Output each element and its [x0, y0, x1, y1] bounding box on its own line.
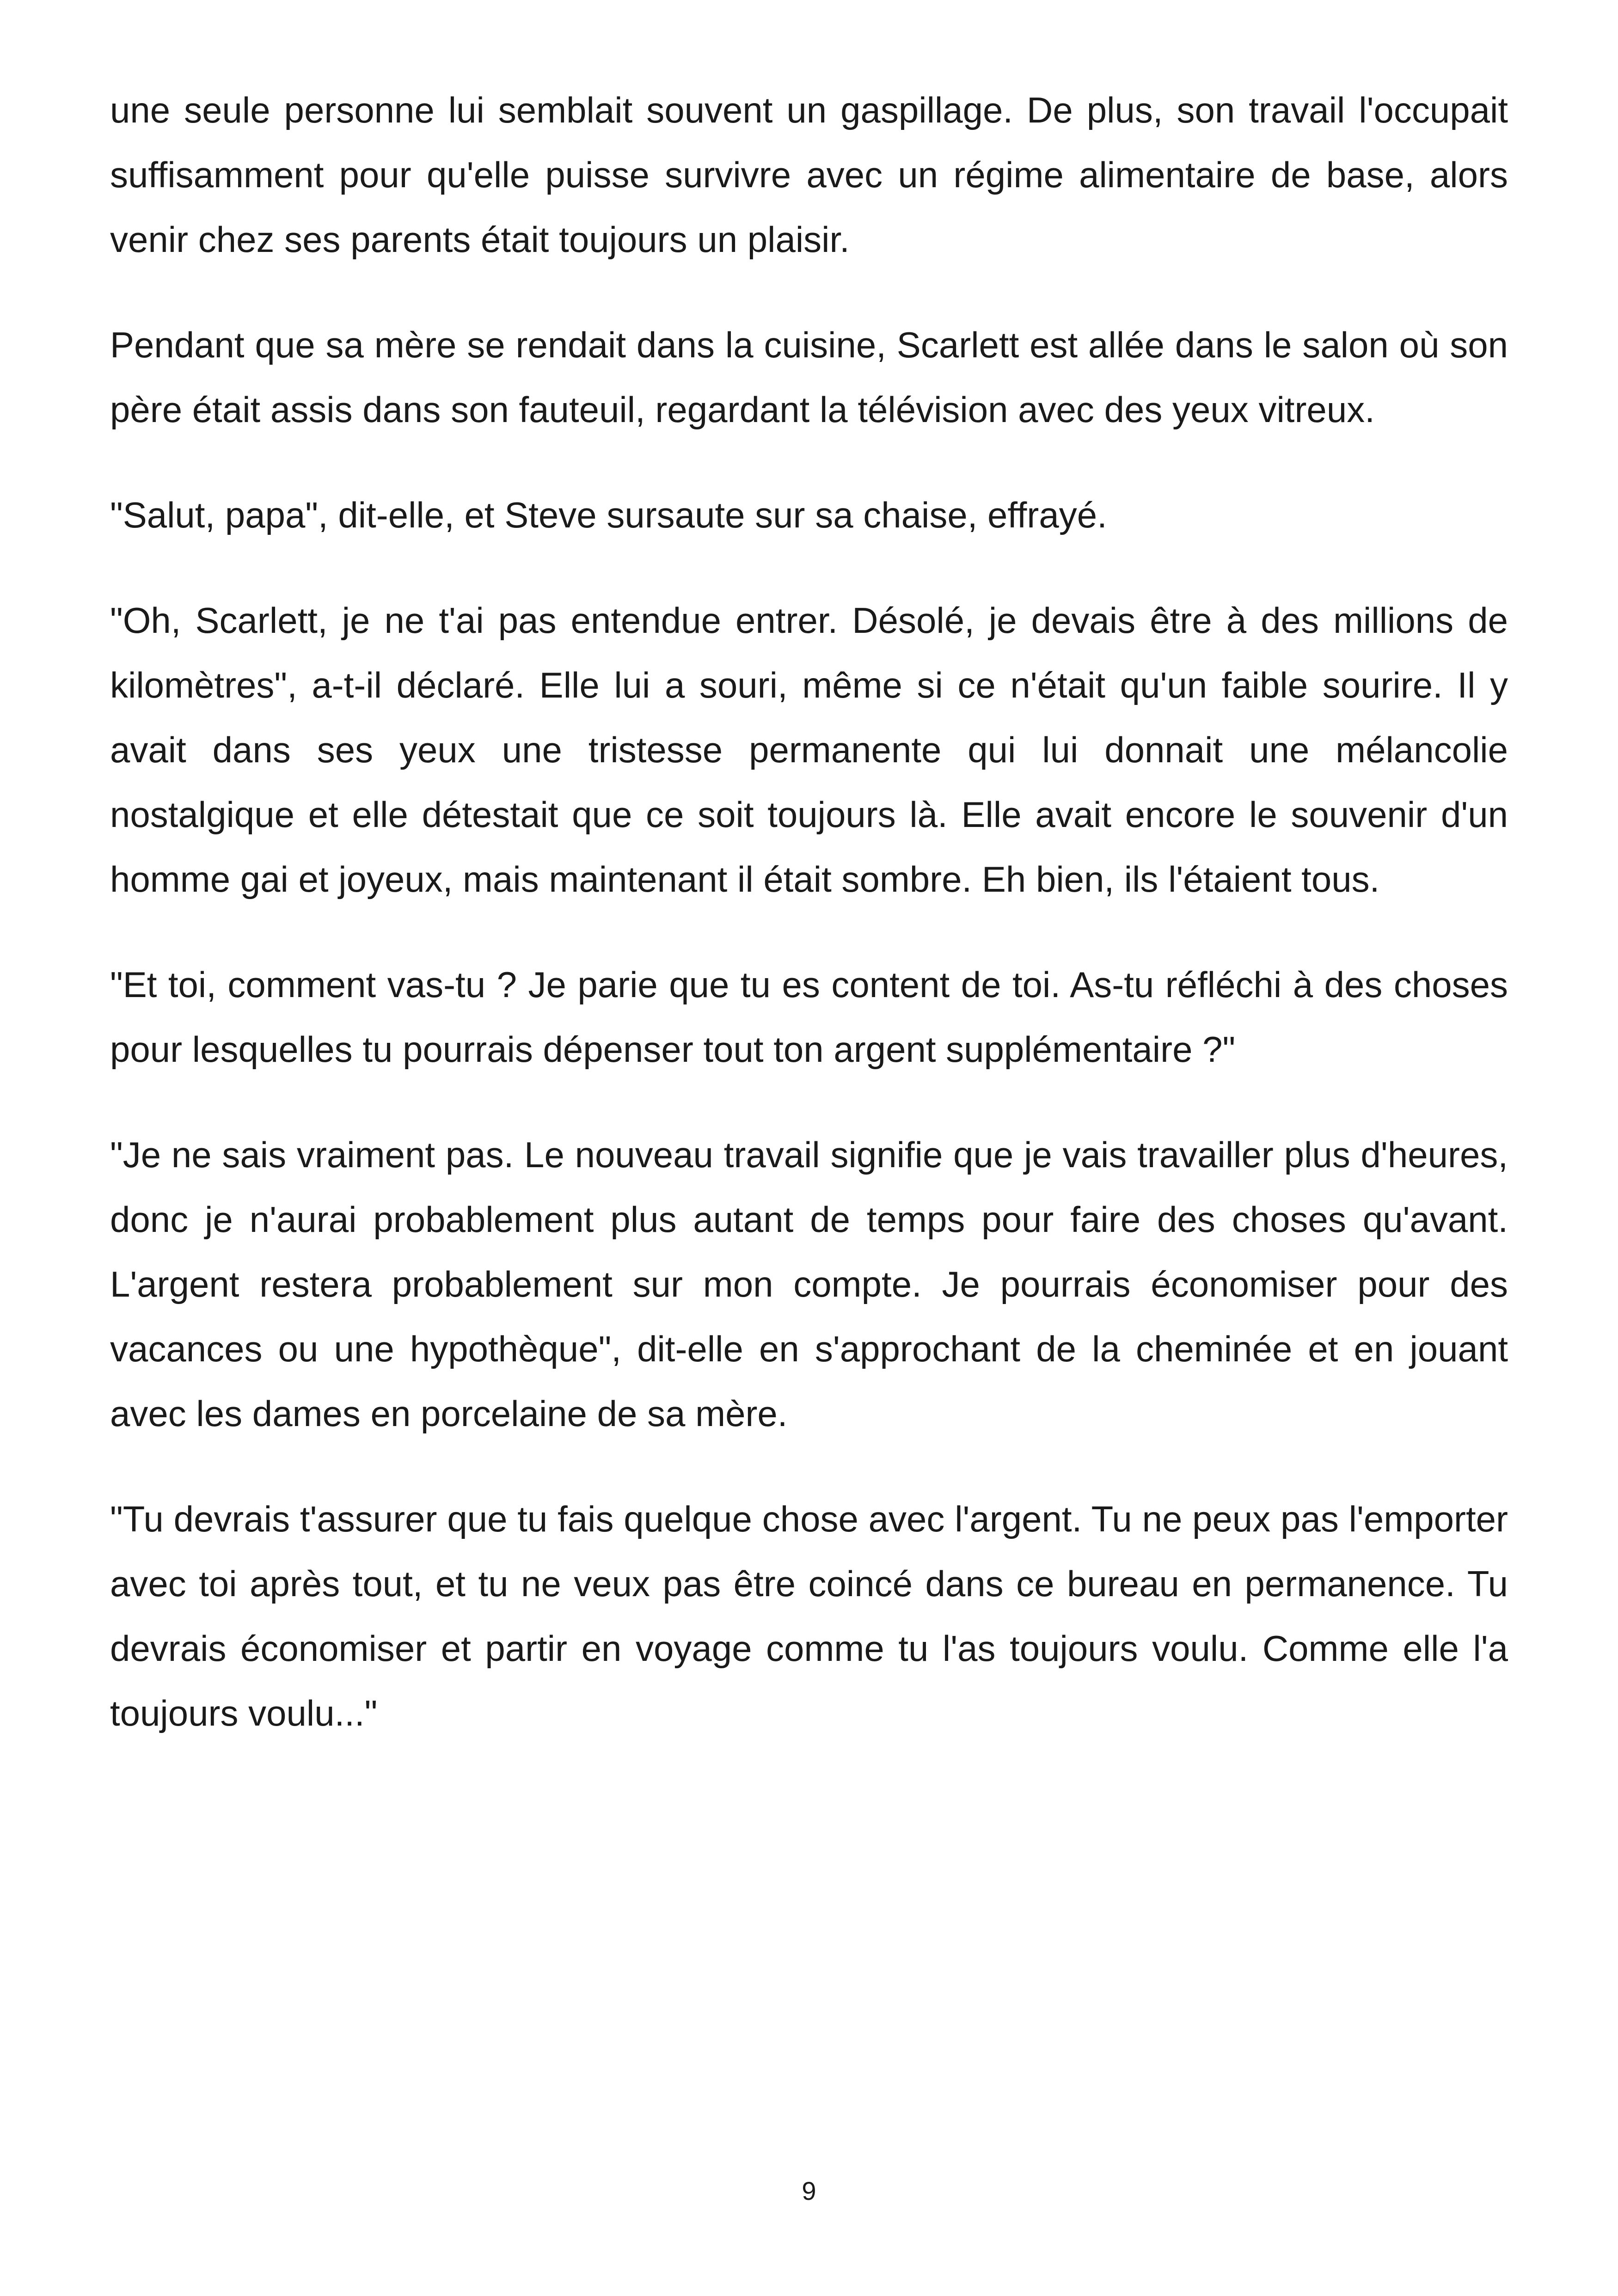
paragraph-1: une seule personne lui semblait souvent un gaspillage. De plus, son travail l'occupait suffisamment pour qu'elle puisse survivre avec un régime alimentaire de base, alors venir chez ses parents était toujours un plaisir. — [110, 90, 1508, 260]
body-text — [110, 78, 1508, 1745]
paragraph-3: "Salut, papa", dit-elle, et Steve sursaute sur sa chaise, effrayé. — [110, 495, 1107, 535]
paragraph-5: "Et toi, comment vas-tu ? Je parie que tu es content de toi. As-tu réfléchi à des choses pour lesquelles tu pourrais dépenser tout ton argent supplémentaire ?" — [110, 964, 1508, 1070]
paragraph-7: "Tu devrais t'assurer que tu fais quelque chose avec l'argent. Tu ne peux pas l'emporter avec toi après tout, et tu ne veux pas être coincé dans ce bureau en permanence. Tu devrais économiser et partir en voyage comme tu l'as toujours voulu. Comme elle l'a toujours voulu..." — [110, 1499, 1508, 1733]
paragraph-4: "Oh, Scarlett, je ne t'ai pas entendue entrer. Désolé, je devais être à des millions de kilomètres", a-t-il déclaré. Elle lui a souri, même si ce n'était qu'un faible sourire. Il y avait dans ses yeux une tristesse permanente qui lui donnait une mélancolie nostalgique et elle détestait que ce soit toujours là. Elle avait encore le souvenir d'un homme gai et joyeux, mais maintenant il était sombre. Eh bien, ils l'étaient tous. — [110, 600, 1508, 900]
paragraph-2: Pendant que sa mère se rendait dans la cuisine, Scarlett est allée dans le salon où son père était assis dans son fauteuil, regardant la télévision avec des yeux vitreux. — [110, 325, 1508, 430]
page-number: 9 — [802, 2176, 816, 2205]
paragraph-6: "Je ne sais vraiment pas. Le nouveau travail signifie que je vais travailler plus d'heures, donc je n'aurai probablement plus autant de temps pour faire des choses qu'avant. L'argent restera probablement sur mon compte. Je pourrais économiser pour des vacances ou une hypothèque", dit-elle en s'approchant de la cheminée et en jouant avec les dames en porcelaine de sa mère. — [110, 1134, 1508, 1434]
